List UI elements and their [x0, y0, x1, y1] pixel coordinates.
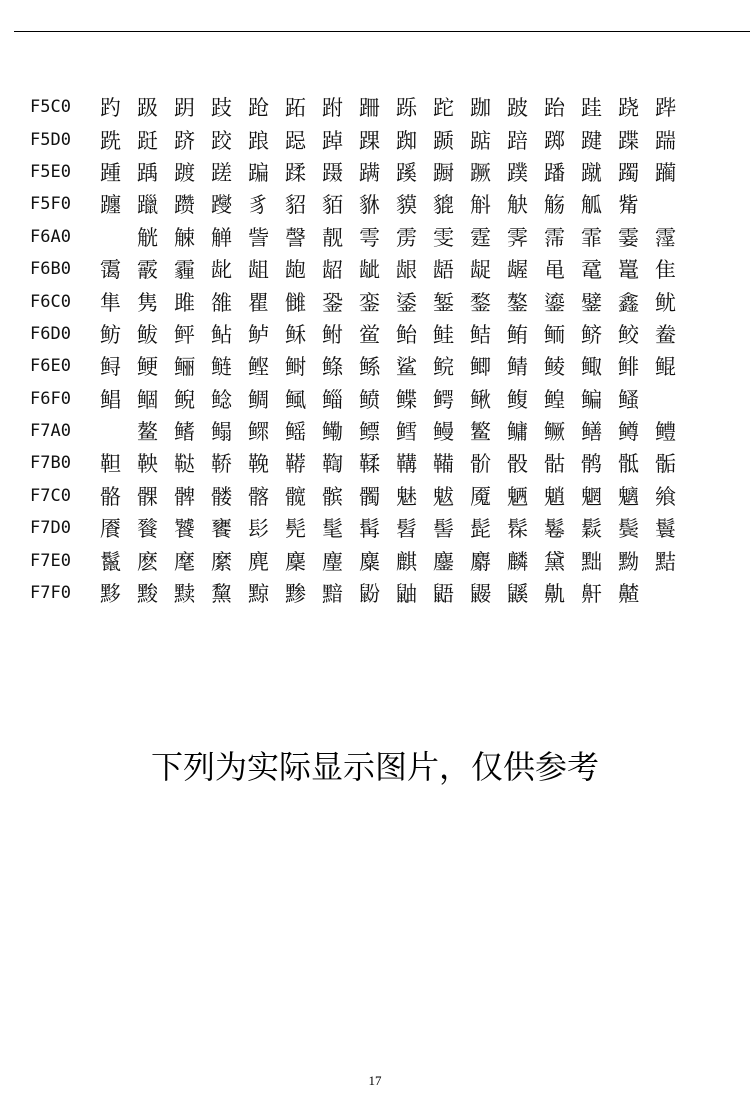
- character-cell: 鳍: [174, 420, 195, 445]
- character-cell: 躜: [174, 193, 195, 218]
- character-cell: 訾: [248, 225, 269, 250]
- character-cell: 觜: [618, 193, 639, 218]
- character-cell: 鲅: [137, 322, 158, 347]
- character-cell: 躐: [137, 193, 158, 218]
- character-cell: 貘: [396, 193, 417, 218]
- character-cell: 鳄: [433, 387, 454, 412]
- character-cell: 鳗: [433, 420, 454, 445]
- character-cell: 蹒: [359, 160, 380, 185]
- character-cell: 魅: [396, 484, 417, 509]
- character-cell: 蹀: [618, 128, 639, 153]
- table-row: [30, 512, 684, 544]
- character-cell: 髌: [322, 484, 343, 509]
- character-cell: 髫: [396, 517, 417, 542]
- character-cell: 鞫: [322, 452, 343, 477]
- character-cell: 鏊: [507, 290, 528, 315]
- character-cell: 縻: [211, 549, 232, 574]
- caption: 下列为实际显示图片，仅供参考: [150, 748, 599, 786]
- row-code: F7E0: [30, 550, 71, 571]
- character-cell: 鳇: [544, 387, 565, 412]
- character-cell: 黯: [322, 582, 343, 607]
- character-cell: 齄: [618, 582, 639, 607]
- character-cell: 跸: [655, 96, 676, 121]
- character-cell: 鲦: [322, 355, 343, 380]
- character-cell: 髑: [359, 484, 380, 509]
- table-row: [30, 544, 684, 576]
- character-cell: 鼬: [396, 582, 417, 607]
- table-row: [30, 91, 684, 123]
- character-cell: 鲴: [137, 387, 158, 412]
- character-cell: 餮: [137, 517, 158, 542]
- page-number: 17: [368, 1073, 382, 1088]
- character-cell: 鲧: [359, 355, 380, 380]
- character-cell: 髹: [507, 517, 528, 542]
- character-cell: 髅: [211, 484, 232, 509]
- character-cell: 鲇: [211, 322, 232, 347]
- character-cell: 鹘: [581, 452, 602, 477]
- character-cell: 雠: [285, 290, 306, 315]
- character-cell: 稣: [285, 322, 306, 347]
- character-cell: 踱: [174, 160, 195, 185]
- character-cell: 雳: [396, 225, 417, 250]
- character-cell: 蹯: [544, 160, 565, 185]
- character-cell: 鲥: [285, 355, 306, 380]
- character-cell: 鳋: [618, 387, 639, 412]
- character-cell: 踽: [137, 160, 158, 185]
- character-cell: 鲎: [359, 322, 380, 347]
- character-cell: 髋: [285, 484, 306, 509]
- character-cell: 跖: [285, 96, 306, 121]
- character-cell: 鲰: [581, 355, 602, 380]
- character-cell: 跎: [433, 96, 454, 121]
- character-cell: 鞅: [137, 452, 158, 477]
- character-cell: 骶: [618, 452, 639, 477]
- character-cell: 鲩: [433, 355, 454, 380]
- character-cell: 麋: [359, 549, 380, 574]
- row-code: F6B0: [30, 259, 71, 280]
- character-cell: 鲂: [100, 322, 121, 347]
- character-cell: 跚: [359, 96, 380, 121]
- character-cell: 鞲: [396, 452, 417, 477]
- character-cell: 髂: [248, 484, 269, 509]
- character-cell: 貂: [285, 193, 306, 218]
- character-cell: 鳏: [248, 420, 269, 445]
- character-cell: 蹼: [507, 160, 528, 185]
- row-code: F5D0: [30, 129, 71, 150]
- character-cell: 隼: [100, 290, 121, 315]
- character-cell: 鞔: [248, 452, 269, 477]
- character-cell: 鼽: [544, 582, 565, 607]
- character-cell: 鲻: [322, 387, 343, 412]
- row-code: F6A0: [30, 226, 71, 247]
- character-cell: 飨: [655, 484, 676, 509]
- row-code: F5F0: [30, 194, 71, 215]
- character-cell: 觚: [581, 193, 602, 218]
- character-cell: 雎: [174, 290, 195, 315]
- character-cell: 鞒: [211, 452, 232, 477]
- character-cell: 謦: [285, 225, 306, 250]
- character-cell: 霾: [174, 258, 195, 283]
- character-cell: 鬓: [618, 517, 639, 542]
- character-cell: 跬: [581, 96, 602, 121]
- character-cell: 躔: [100, 193, 121, 218]
- character-cell: 踯: [544, 128, 565, 153]
- table-row: [30, 447, 684, 479]
- character-cell: 瞿: [248, 290, 269, 315]
- character-table: [30, 91, 684, 609]
- character-cell: 鲈: [248, 322, 269, 347]
- character-cell: 龃: [248, 258, 269, 283]
- character-cell: 躏: [655, 160, 676, 185]
- character-cell: 鲫: [470, 355, 491, 380]
- table-row: [30, 383, 684, 415]
- character-cell: 骰: [507, 452, 528, 477]
- character-cell: 踮: [470, 128, 491, 153]
- row-code: F7D0: [30, 518, 71, 539]
- row-code: F7A0: [30, 421, 71, 442]
- character-cell: 鬟: [655, 517, 676, 542]
- character-cell: 鲑: [433, 322, 454, 347]
- table-row: [30, 156, 684, 188]
- character-cell: 鳅: [470, 387, 491, 412]
- character-cell: 踔: [322, 128, 343, 153]
- character-cell: 骱: [470, 452, 491, 477]
- character-cell: 骼: [100, 484, 121, 509]
- character-cell: 踝: [359, 128, 380, 153]
- character-cell: 躅: [618, 160, 639, 185]
- character-cell: 鳐: [285, 420, 306, 445]
- character-cell: 蹴: [581, 160, 602, 185]
- character-cell: 鲳: [100, 387, 121, 412]
- character-cell: 觥: [137, 225, 158, 250]
- character-cell: 躞: [211, 193, 232, 218]
- table-row: [30, 480, 684, 512]
- character-cell: 觫: [174, 225, 195, 250]
- character-cell: 踣: [507, 128, 528, 153]
- character-cell: 髟: [248, 517, 269, 542]
- character-cell: 龌: [507, 258, 528, 283]
- character-cell: 霏: [581, 225, 602, 250]
- character-cell: 黢: [137, 582, 158, 607]
- character-cell: 鳌: [137, 420, 158, 445]
- character-cell: 鲕: [544, 322, 565, 347]
- character-cell: 鲵: [174, 387, 195, 412]
- character-cell: 鲣: [248, 355, 269, 380]
- character-cell: 霈: [544, 225, 565, 250]
- character-cell: 隽: [137, 290, 158, 315]
- character-cell: 鲔: [507, 322, 528, 347]
- character-cell: 雯: [433, 225, 454, 250]
- character-cell: 霪: [655, 225, 676, 250]
- table-row: [30, 188, 684, 220]
- character-cell: 鲐: [396, 322, 417, 347]
- character-cell: 鲚: [581, 322, 602, 347]
- character-cell: 麾: [174, 549, 195, 574]
- row-code: F5C0: [30, 97, 71, 118]
- table-row: [30, 415, 684, 447]
- character-cell: 跛: [507, 96, 528, 121]
- character-cell: 貊: [322, 193, 343, 218]
- character-cell: 霎: [618, 225, 639, 250]
- character-cell: 髦: [322, 517, 343, 542]
- character-cell: 觞: [544, 193, 565, 218]
- character-cell: 雩: [359, 225, 380, 250]
- character-cell: 麈: [322, 549, 343, 574]
- character-cell: 魍: [581, 484, 602, 509]
- table-row: [30, 577, 684, 609]
- character-cell: 蹉: [211, 160, 232, 185]
- character-cell: 鼯: [433, 582, 454, 607]
- character-cell: 霁: [507, 225, 528, 250]
- character-cell: 鋈: [396, 290, 417, 315]
- character-cell: 觯: [211, 225, 232, 250]
- character-cell: 跣: [100, 128, 121, 153]
- character-cell: 鬈: [544, 517, 565, 542]
- character-cell: 豸: [248, 193, 269, 218]
- character-cell: 魃: [433, 484, 454, 509]
- character-cell: 骷: [544, 452, 565, 477]
- character-cell: 饕: [174, 517, 195, 542]
- character-cell: 髡: [285, 517, 306, 542]
- character-cell: 鲛: [618, 322, 639, 347]
- row-code: F6D0: [30, 323, 71, 344]
- character-cell: 鳆: [507, 387, 528, 412]
- character-cell: 鳟: [618, 420, 639, 445]
- character-cell: 鲷: [248, 387, 269, 412]
- character-cell: 鞯: [285, 452, 306, 477]
- row-code: F5E0: [30, 161, 71, 182]
- character-cell: 鲡: [174, 355, 195, 380]
- character-cell: 麽: [137, 549, 158, 574]
- character-cell: 鳓: [322, 420, 343, 445]
- character-cell: 跽: [285, 128, 306, 153]
- character-cell: 鼢: [359, 582, 380, 607]
- character-cell: 銎: [322, 290, 343, 315]
- row-code: F7C0: [30, 485, 71, 506]
- character-cell: 鳢: [655, 420, 676, 445]
- table-row: [30, 253, 684, 285]
- character-cell: 踹: [655, 128, 676, 153]
- row-code: F7F0: [30, 583, 71, 604]
- character-cell: 黾: [544, 258, 565, 283]
- character-cell: 鑫: [618, 290, 639, 315]
- character-cell: 跹: [137, 128, 158, 153]
- character-cell: 蹊: [396, 160, 417, 185]
- character-cell: 鲲: [655, 355, 676, 380]
- character-cell: 鳕: [396, 420, 417, 445]
- character-cell: 龉: [433, 258, 454, 283]
- row-code: F6C0: [30, 291, 71, 312]
- character-cell: 踉: [248, 128, 269, 153]
- character-cell: 跞: [396, 96, 417, 121]
- row-code: F6F0: [30, 388, 71, 409]
- row-code: F7B0: [30, 453, 71, 474]
- character-cell: 跀: [174, 96, 195, 121]
- table-row: [30, 350, 684, 382]
- table-row: [30, 285, 684, 317]
- character-cell: 斛: [470, 193, 491, 218]
- character-cell: 踵: [100, 160, 121, 185]
- table-row: [30, 318, 684, 350]
- character-cell: 鲢: [211, 355, 232, 380]
- character-cell: 跗: [322, 96, 343, 121]
- character-cell: 黜: [581, 549, 602, 574]
- character-cell: 趵: [100, 96, 121, 121]
- character-cell: 黥: [248, 582, 269, 607]
- character-cell: 蹁: [248, 160, 269, 185]
- character-cell: 鲨: [396, 355, 417, 380]
- character-cell: 靓: [322, 225, 343, 250]
- character-cell: 鼹: [470, 582, 491, 607]
- character-cell: 龇: [359, 258, 380, 283]
- character-cell: 鳙: [507, 420, 528, 445]
- character-cell: 黩: [174, 582, 195, 607]
- character-cell: 鐾: [581, 290, 602, 315]
- character-cell: 蹶: [470, 160, 491, 185]
- character-cell: 鍪: [470, 290, 491, 315]
- character-cell: 跻: [174, 128, 195, 153]
- character-cell: 龀: [211, 258, 232, 283]
- character-cell: 髭: [470, 517, 491, 542]
- character-cell: 麟: [507, 549, 528, 574]
- character-cell: 鞣: [359, 452, 380, 477]
- character-cell: 鬣: [100, 549, 121, 574]
- character-cell: 鳔: [359, 420, 380, 445]
- character-cell: 魈: [544, 484, 565, 509]
- character-cell: 鳘: [470, 420, 491, 445]
- character-cell: 跏: [470, 96, 491, 121]
- character-cell: 鲼: [359, 387, 380, 412]
- character-cell: 貔: [433, 193, 454, 218]
- character-cell: 鲮: [544, 355, 565, 380]
- row-code: F6E0: [30, 356, 71, 377]
- character-cell: 蹑: [322, 160, 343, 185]
- character-cell: 鲋: [322, 322, 343, 347]
- character-cell: 鲒: [470, 322, 491, 347]
- character-cell: 麝: [470, 549, 491, 574]
- character-cell: 黛: [544, 549, 565, 574]
- character-cell: 鎏: [544, 290, 565, 315]
- character-cell: 隹: [655, 258, 676, 283]
- character-cell: 黝: [618, 549, 639, 574]
- character-cell: 鼋: [581, 258, 602, 283]
- character-cell: 跷: [618, 96, 639, 121]
- character-cell: 跤: [211, 128, 232, 153]
- character-cell: 鞑: [174, 452, 195, 477]
- character-cell: 靼: [100, 452, 121, 477]
- table-row: [30, 221, 684, 253]
- character-cell: 鼍: [618, 258, 639, 283]
- character-cell: 黪: [285, 582, 306, 607]
- character-cell: 魇: [470, 484, 491, 509]
- character-cell: 鳎: [211, 420, 232, 445]
- character-cell: 黧: [211, 582, 232, 607]
- header-rule: [14, 31, 750, 32]
- character-cell: 踬: [433, 128, 454, 153]
- character-cell: 鞴: [433, 452, 454, 477]
- character-cell: 饔: [211, 517, 232, 542]
- character-cell: 貅: [359, 193, 380, 218]
- character-cell: 鲞: [655, 322, 676, 347]
- character-cell: 觖: [507, 193, 528, 218]
- character-cell: 鲽: [396, 387, 417, 412]
- character-cell: 鲺: [285, 387, 306, 412]
- character-cell: 鲶: [211, 387, 232, 412]
- character-cell: 餍: [100, 517, 121, 542]
- character-cell: 鬏: [581, 517, 602, 542]
- character-cell: 龆: [322, 258, 343, 283]
- character-cell: 鼷: [507, 582, 528, 607]
- character-cell: 踟: [396, 128, 417, 153]
- character-cell: 銮: [359, 290, 380, 315]
- character-cell: 髯: [359, 517, 380, 542]
- character-cell: 跆: [544, 96, 565, 121]
- character-cell: 龊: [470, 258, 491, 283]
- character-cell: 鲱: [618, 355, 639, 380]
- character-cell: 鲟: [100, 355, 121, 380]
- character-cell: 麒: [396, 549, 417, 574]
- character-cell: 髻: [433, 517, 454, 542]
- character-cell: 麇: [285, 549, 306, 574]
- character-cell: 鱿: [655, 290, 676, 315]
- character-cell: 魑: [618, 484, 639, 509]
- character-cell: 麂: [248, 549, 269, 574]
- character-cell: 髀: [174, 484, 195, 509]
- character-cell: 鲠: [137, 355, 158, 380]
- character-cell: 霭: [100, 258, 121, 283]
- table-row: [30, 123, 684, 155]
- character-cell: 鳊: [581, 387, 602, 412]
- character-cell: 鲆: [174, 322, 195, 347]
- character-cell: 鳜: [544, 420, 565, 445]
- character-cell: 錾: [433, 290, 454, 315]
- character-cell: 骺: [655, 452, 676, 477]
- character-cell: 龅: [285, 258, 306, 283]
- character-cell: 踺: [581, 128, 602, 153]
- character-cell: 蹰: [433, 160, 454, 185]
- character-cell: 雒: [211, 290, 232, 315]
- character-cell: 霆: [470, 225, 491, 250]
- character-cell: 跄: [248, 96, 269, 121]
- character-cell: 黠: [655, 549, 676, 574]
- character-cell: 鲭: [507, 355, 528, 380]
- character-cell: 黟: [100, 582, 121, 607]
- character-cell: 趿: [137, 96, 158, 121]
- character-cell: 跂: [211, 96, 232, 121]
- character-cell: 鳝: [581, 420, 602, 445]
- character-cell: 龈: [396, 258, 417, 283]
- character-cell: 鏖: [433, 549, 454, 574]
- character-cell: 鼾: [581, 582, 602, 607]
- character-cell: 魉: [507, 484, 528, 509]
- character-cell: 蹂: [285, 160, 306, 185]
- character-cell: 霰: [137, 258, 158, 283]
- character-cell: 髁: [137, 484, 158, 509]
